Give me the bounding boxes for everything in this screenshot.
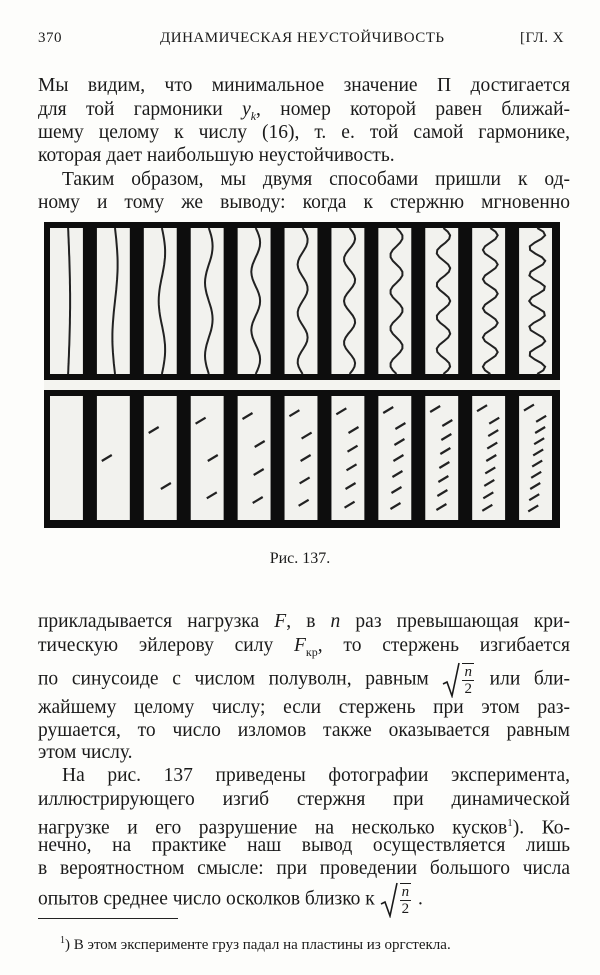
text-line: жайшему целому числу; если стержень при этом раз- bbox=[38, 697, 570, 718]
figure-caption: Рис. 137. bbox=[269, 550, 331, 567]
text-line: Мы видим, что минимальное значение П достигается bbox=[38, 75, 570, 96]
broken-rod bbox=[425, 396, 458, 520]
broken-rod bbox=[378, 396, 411, 520]
broken-rods-row bbox=[50, 396, 552, 520]
bent-rod bbox=[50, 228, 83, 374]
chapter-marker: [ГЛ. X bbox=[520, 30, 565, 46]
broken-rod bbox=[519, 396, 552, 520]
broken-rod bbox=[472, 396, 505, 520]
text-line: рушается, то число изломов также оказывается равным bbox=[38, 720, 570, 741]
radical-sign-icon bbox=[442, 662, 460, 698]
broken-rod bbox=[144, 396, 177, 520]
text-line: шему целому к числу (16), т. е. той самой гармонике, bbox=[38, 122, 570, 143]
page-number: 370 bbox=[38, 30, 62, 46]
text-line: ному и тому же выводу: когда к стержню мгновенно bbox=[38, 192, 570, 213]
text-line: которая дает наибольшую неустойчивость. bbox=[38, 145, 395, 166]
radical-sign-icon bbox=[380, 882, 398, 918]
text-line: для той гармоники $y_k$, номер которой равен ближай- bbox=[38, 99, 570, 123]
text-line: Таким образом, мы двумя способами пришли к од- bbox=[62, 169, 570, 190]
broken-rod bbox=[50, 396, 83, 520]
footnote-rule bbox=[38, 918, 178, 919]
photo-separator bbox=[44, 380, 560, 390]
text-line: опытов среднее число осколков близко к $\frac{n}{2}$ . bbox=[38, 884, 423, 917]
text-line: нечно, на практике наш вывод осуществляется лишь bbox=[38, 835, 570, 856]
text-line: по синусоиде с числом полуволн, равным $\frac{n}{2}$ или бли- bbox=[38, 664, 571, 697]
experiment-photo bbox=[44, 222, 560, 528]
bent-rod bbox=[144, 228, 177, 374]
broken-rod bbox=[191, 396, 224, 520]
text-line: На рис. 137 приведены фотографии эксперимента, bbox=[62, 765, 570, 786]
running-title: ДИНАМИЧЕСКАЯ НЕУСТОЙЧИВОСТЬ bbox=[160, 30, 445, 46]
bent-rod bbox=[378, 228, 411, 374]
sqrt-expression: $\frac{n}{2}$ bbox=[442, 662, 476, 698]
text-line: тическую эйлерову силу $F_{кр}$, то стержень изгибается bbox=[38, 635, 570, 659]
text-line: нагрузке и его разрушение на несколько кусков$^1$). Ко- bbox=[38, 817, 570, 839]
text-line: иллюстрирующего изгиб стержня при динамической bbox=[38, 789, 570, 810]
bent-rod bbox=[519, 228, 552, 374]
sqrt-expression: $\frac{n}{2}$ bbox=[380, 882, 414, 918]
footnote-ref: 1 bbox=[507, 817, 513, 829]
broken-rod bbox=[97, 396, 130, 520]
broken-rod bbox=[285, 396, 318, 520]
text-line: в вероятностном смысле: при проведении большого числа bbox=[38, 858, 570, 879]
broken-rod bbox=[331, 396, 364, 520]
text-line: этом числу. bbox=[38, 742, 133, 763]
footnote: $^1$) В этом эксперименте груз падал на пластины из оргстекла. bbox=[60, 935, 451, 953]
bent-rod bbox=[238, 228, 271, 374]
bent-rods-row bbox=[50, 228, 552, 374]
text-line: прикладывается нагрузка F, в n раз превышающая кри- bbox=[38, 611, 570, 632]
bent-rod bbox=[425, 228, 458, 374]
bent-rod bbox=[191, 228, 224, 374]
